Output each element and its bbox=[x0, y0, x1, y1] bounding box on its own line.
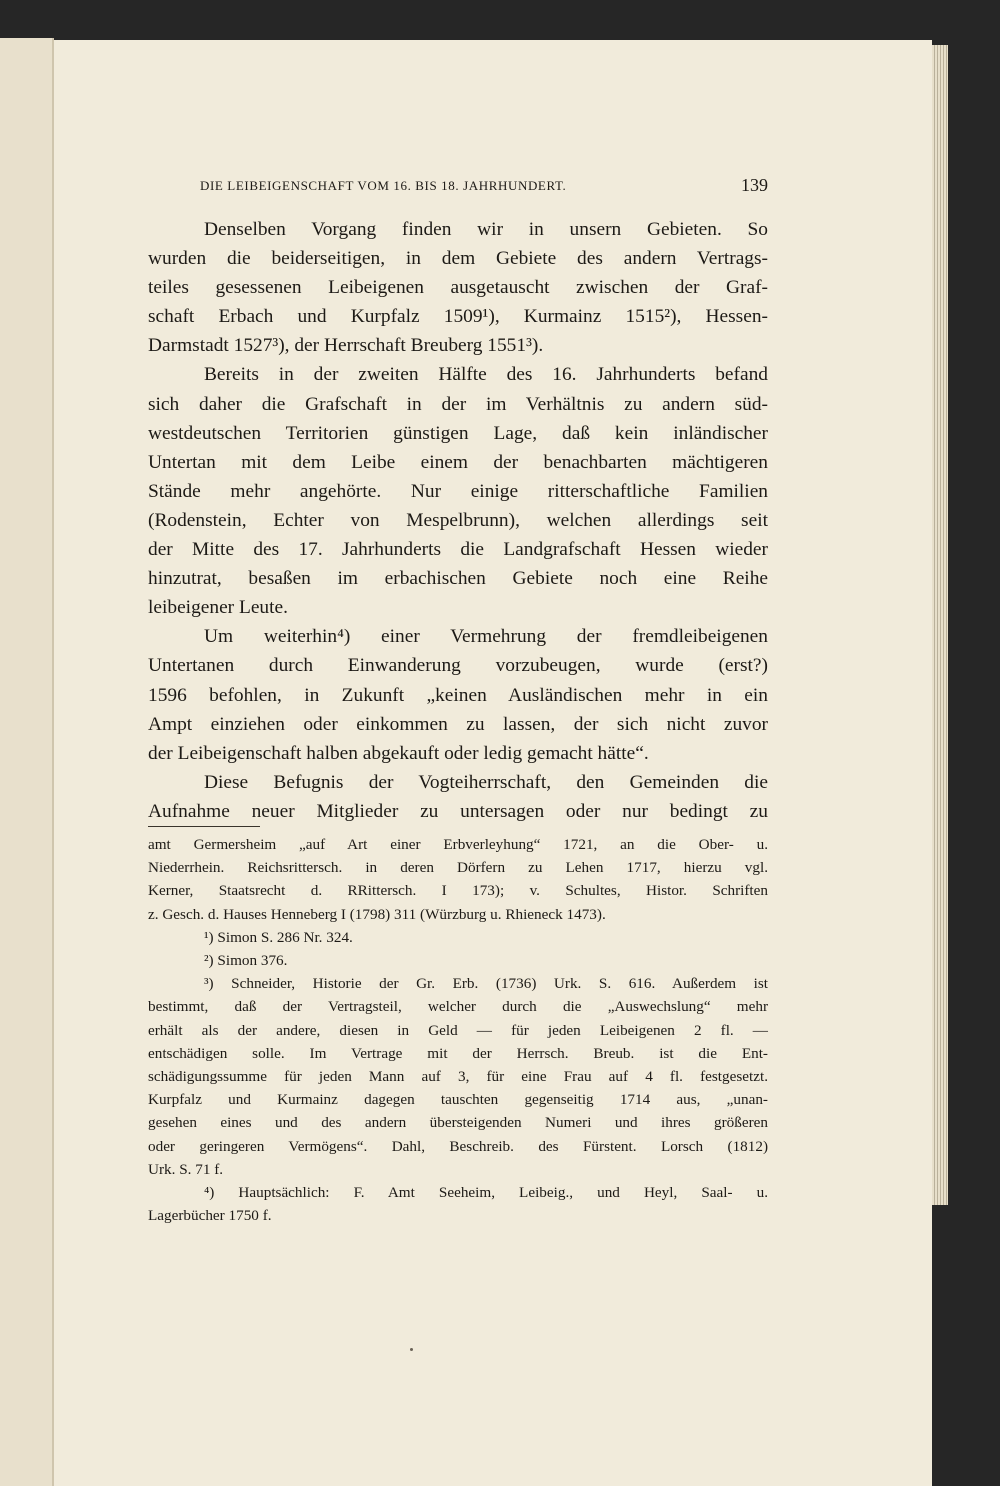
footnote-line: amt Germersheim „auf Art einer Erbverleyhung“ 1721, an die Ober- u. bbox=[148, 836, 768, 853]
text-line: hinzutrat, besaßen im erbachischen Gebiete noch eine Reihe bbox=[148, 568, 768, 590]
text-line: Untertanen durch Einwanderung vorzubeugen, wurde (erst?) bbox=[148, 655, 768, 677]
text-line: sich daher die Grafschaft in der im Verhältnis zu andern süd- bbox=[148, 393, 768, 415]
page-edges bbox=[932, 45, 948, 1205]
footnote-line: Urk. S. 71 f. bbox=[148, 1160, 224, 1178]
footnote-line: schädigungssumme für jeden Mann auf 3, für eine Frau auf 4 fl. festgesetzt. bbox=[148, 1068, 768, 1086]
footnote-line: Kerner, Staatsrecht d. RRittersch. I 173); v. Schultes, Histor. Schriften bbox=[148, 882, 768, 900]
text-line: Untertan mit dem Leibe einem der benachbarten mächtigeren bbox=[148, 451, 768, 473]
paragraph bbox=[148, 215, 768, 360]
footnote-line: oder geringeren Vermögens“. Dahl, Beschreib. des Fürstent. Lorsch (1812) bbox=[148, 1137, 768, 1155]
text-line: Aufnahme neuer Mitglieder zu untersagen oder nur bedingt zu bbox=[148, 800, 768, 822]
footnote-line: Lagerbücher 1750 f. bbox=[148, 1207, 272, 1225]
text-line: schaft Erbach und Kurpfalz 1509¹), Kurmainz 1515²), Hessen- bbox=[148, 306, 768, 328]
footnotes bbox=[148, 833, 768, 1227]
paragraph bbox=[148, 360, 768, 622]
paragraph bbox=[148, 622, 768, 767]
text-line: Um weiterhin⁴) einer Vermehrung der fremdleibeigenen bbox=[204, 626, 768, 648]
running-head bbox=[148, 175, 768, 198]
running-title: DIE LEIBEIGENSCHAFT VOM 16. BIS 18. JAHRHUNDERT. bbox=[200, 178, 567, 193]
footnote-2: ²) Simon 376. bbox=[204, 952, 288, 970]
footnote-line: Kurpfalz und Kurmainz dagegen tauschten gegenseitig 1714 aus, „unan- bbox=[148, 1091, 768, 1109]
body-text bbox=[148, 215, 768, 826]
text-line: leibeigener Leute. bbox=[148, 597, 288, 619]
text-line: Denselben Vorgang finden wir in unsern Gebieten. So bbox=[204, 219, 768, 240]
text-line: Stände mehr angehörte. Nur einige ritterschaftliche Familien bbox=[148, 480, 768, 502]
text-line: der Leibeigenschaft halben abgekauft oder ledig gemacht hätte“. bbox=[148, 742, 649, 764]
footnote-1: ¹) Simon S. 286 Nr. 324. bbox=[204, 928, 353, 946]
text-line: teiles gesessenen Leibeigenen ausgetauscht zwischen der Graf- bbox=[148, 277, 768, 299]
text-line: (Rodenstein, Echter von Mespelbrunn), welchen allerdings seit bbox=[148, 509, 768, 531]
text-line: 1596 befohlen, in Zukunft „keinen Ausländischen mehr in ein bbox=[148, 684, 768, 706]
text-line: der Mitte des 17. Jahrhunderts die Landgrafschaft Hessen wieder bbox=[148, 539, 768, 561]
text-line: Diese Befugnis der Vogteiherrschaft, den Gemeinden die bbox=[204, 771, 768, 793]
footnote-line: Niederrhein. Reichsrittersch. in deren Dörfern zu Lehen 1717, hierzu vgl. bbox=[148, 859, 768, 877]
paragraph bbox=[148, 768, 768, 826]
text-line: westdeutschen Territorien günstigen Lage, daß kein inländischer bbox=[148, 422, 768, 444]
text-line: Bereits in der zweiten Hälfte des 16. Jahrhunderts befand bbox=[204, 364, 768, 386]
footnote-line: bestimmt, daß der Vertragsteil, welcher durch die „Auswechslung“ mehr bbox=[148, 998, 768, 1016]
left-page-edge bbox=[0, 38, 54, 1486]
footnote-line: gesehen eines und des andern übersteigenden Numeri und ihres größeren bbox=[148, 1114, 768, 1132]
footnote-4: ⁴) Hauptsächlich: F. Amt Seeheim, Leibeig., und Heyl, Saal- u. bbox=[204, 1184, 768, 1202]
paper-speck bbox=[410, 1348, 413, 1351]
page-number: 139 bbox=[741, 175, 768, 195]
footnote-line: erhält als der andere, diesen in Geld — für jeden Leibeigenen 2 fl. — bbox=[148, 1021, 768, 1039]
text-line: Darmstadt 1527³), der Herrschaft Breuberg 1551³). bbox=[148, 335, 544, 357]
footnote-line: z. Gesch. d. Hauses Henneberg I (1798) 311 (Würzburg u. Rhieneck 1473). bbox=[148, 905, 606, 923]
footnote-divider bbox=[148, 826, 260, 827]
footnote-3: ³) Schneider, Historie der Gr. Erb. (1736) Urk. S. 616. Außerdem ist bbox=[204, 975, 768, 993]
text-line: wurden die beiderseitigen, in dem Gebiete des andern Vertrags- bbox=[148, 248, 768, 270]
text-line: Ampt einziehen oder einkommen zu lassen, der sich nicht zuvor bbox=[148, 713, 768, 735]
footnote-line: entschädigen solle. Im Vertrage mit der Herrsch. Breub. ist die Ent- bbox=[148, 1044, 768, 1062]
